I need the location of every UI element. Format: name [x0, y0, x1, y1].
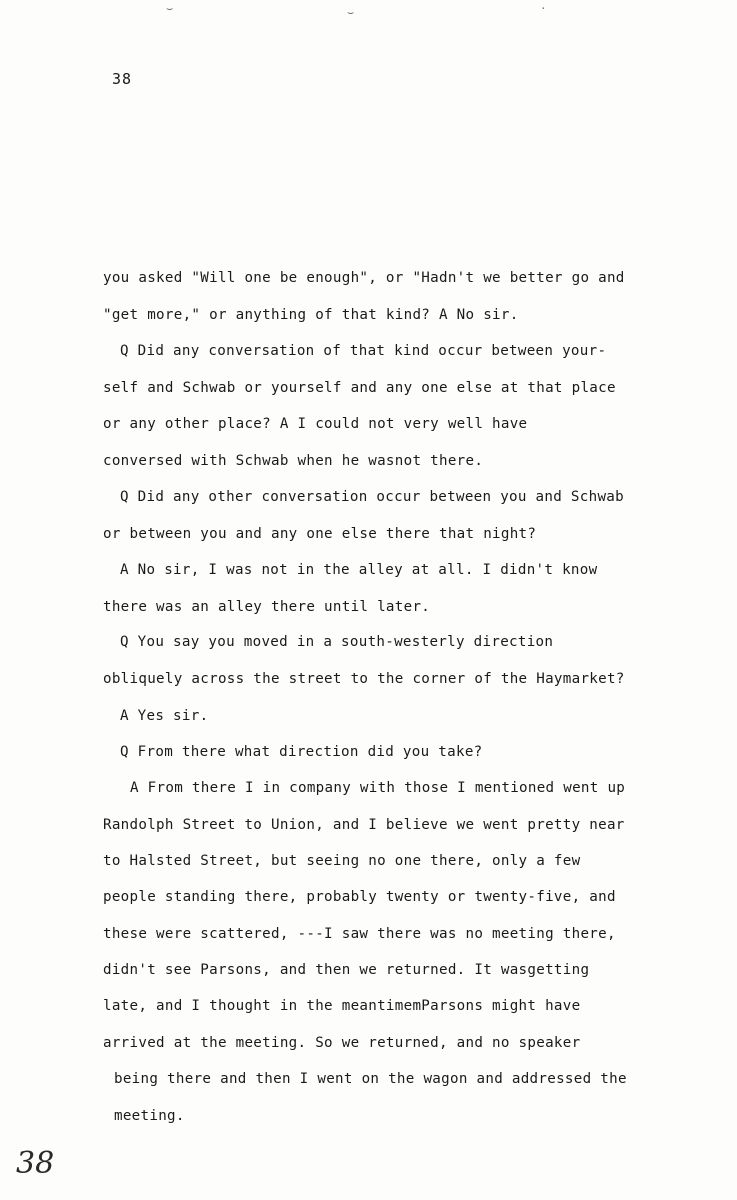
transcript-line: arrived at the meeting. So we returned, and no speaker — [103, 1035, 581, 1051]
transcript-line: Q From there what direction did you take? — [120, 744, 483, 760]
paper-mark: ⌣ — [166, 2, 174, 15]
transcript-line: you asked "Will one be enough", or "Hadn't we better go and — [103, 270, 625, 286]
transcript-line: being there and then I went on the wagon and addressed the — [114, 1071, 627, 1087]
transcript-line: meeting. — [114, 1108, 185, 1124]
transcript-line: conversed with Schwab when he wasnot there. — [103, 453, 484, 469]
paper-mark: · — [540, 2, 547, 15]
transcript-line: these were scattered, ---I saw there was no meeting there, — [103, 926, 616, 942]
handwritten-page-number: 38 — [16, 1146, 55, 1181]
transcript-line: A No sir, I was not in the alley at all. I didn't know — [120, 562, 598, 578]
paper-mark: ⌣ — [347, 6, 355, 19]
transcript-line: late, and I thought in the meantimemParsons might have — [103, 998, 581, 1014]
transcript-line: self and Schwab or yourself and any one else at that place — [103, 380, 616, 396]
transcript-line: or any other place? A I could not very well have — [103, 416, 528, 432]
transcript-line: to Halsted Street, but seeing no one there, only a few — [103, 853, 581, 869]
transcript-line: there was an alley there until later. — [103, 599, 431, 615]
transcript-line: or between you and any one else there that night? — [103, 526, 537, 542]
transcript-line: Q You say you moved in a south-westerly direction — [120, 634, 554, 650]
transcript-line: Q Did any conversation of that kind occur between your- — [120, 343, 607, 359]
transcript-line: obliquely across the street to the corner of the Haymarket? — [103, 671, 625, 687]
transcript-line: Q Did any other conversation occur between you and Schwab — [120, 489, 624, 505]
transcript-line: A Yes sir. — [120, 708, 209, 724]
transcript-line: didn't see Parsons, and then we returned. It wasgetting — [103, 962, 590, 978]
transcript-line: Randolph Street to Union, and I believe we went pretty near — [103, 817, 625, 833]
transcript-line: A From there I in company with those I mentioned went up — [130, 780, 626, 796]
page-number: 38 — [112, 70, 133, 88]
transcript-line: people standing there, probably twenty or twenty-five, and — [103, 889, 616, 905]
transcript-line: "get more," or anything of that kind? A No sir. — [103, 307, 519, 323]
